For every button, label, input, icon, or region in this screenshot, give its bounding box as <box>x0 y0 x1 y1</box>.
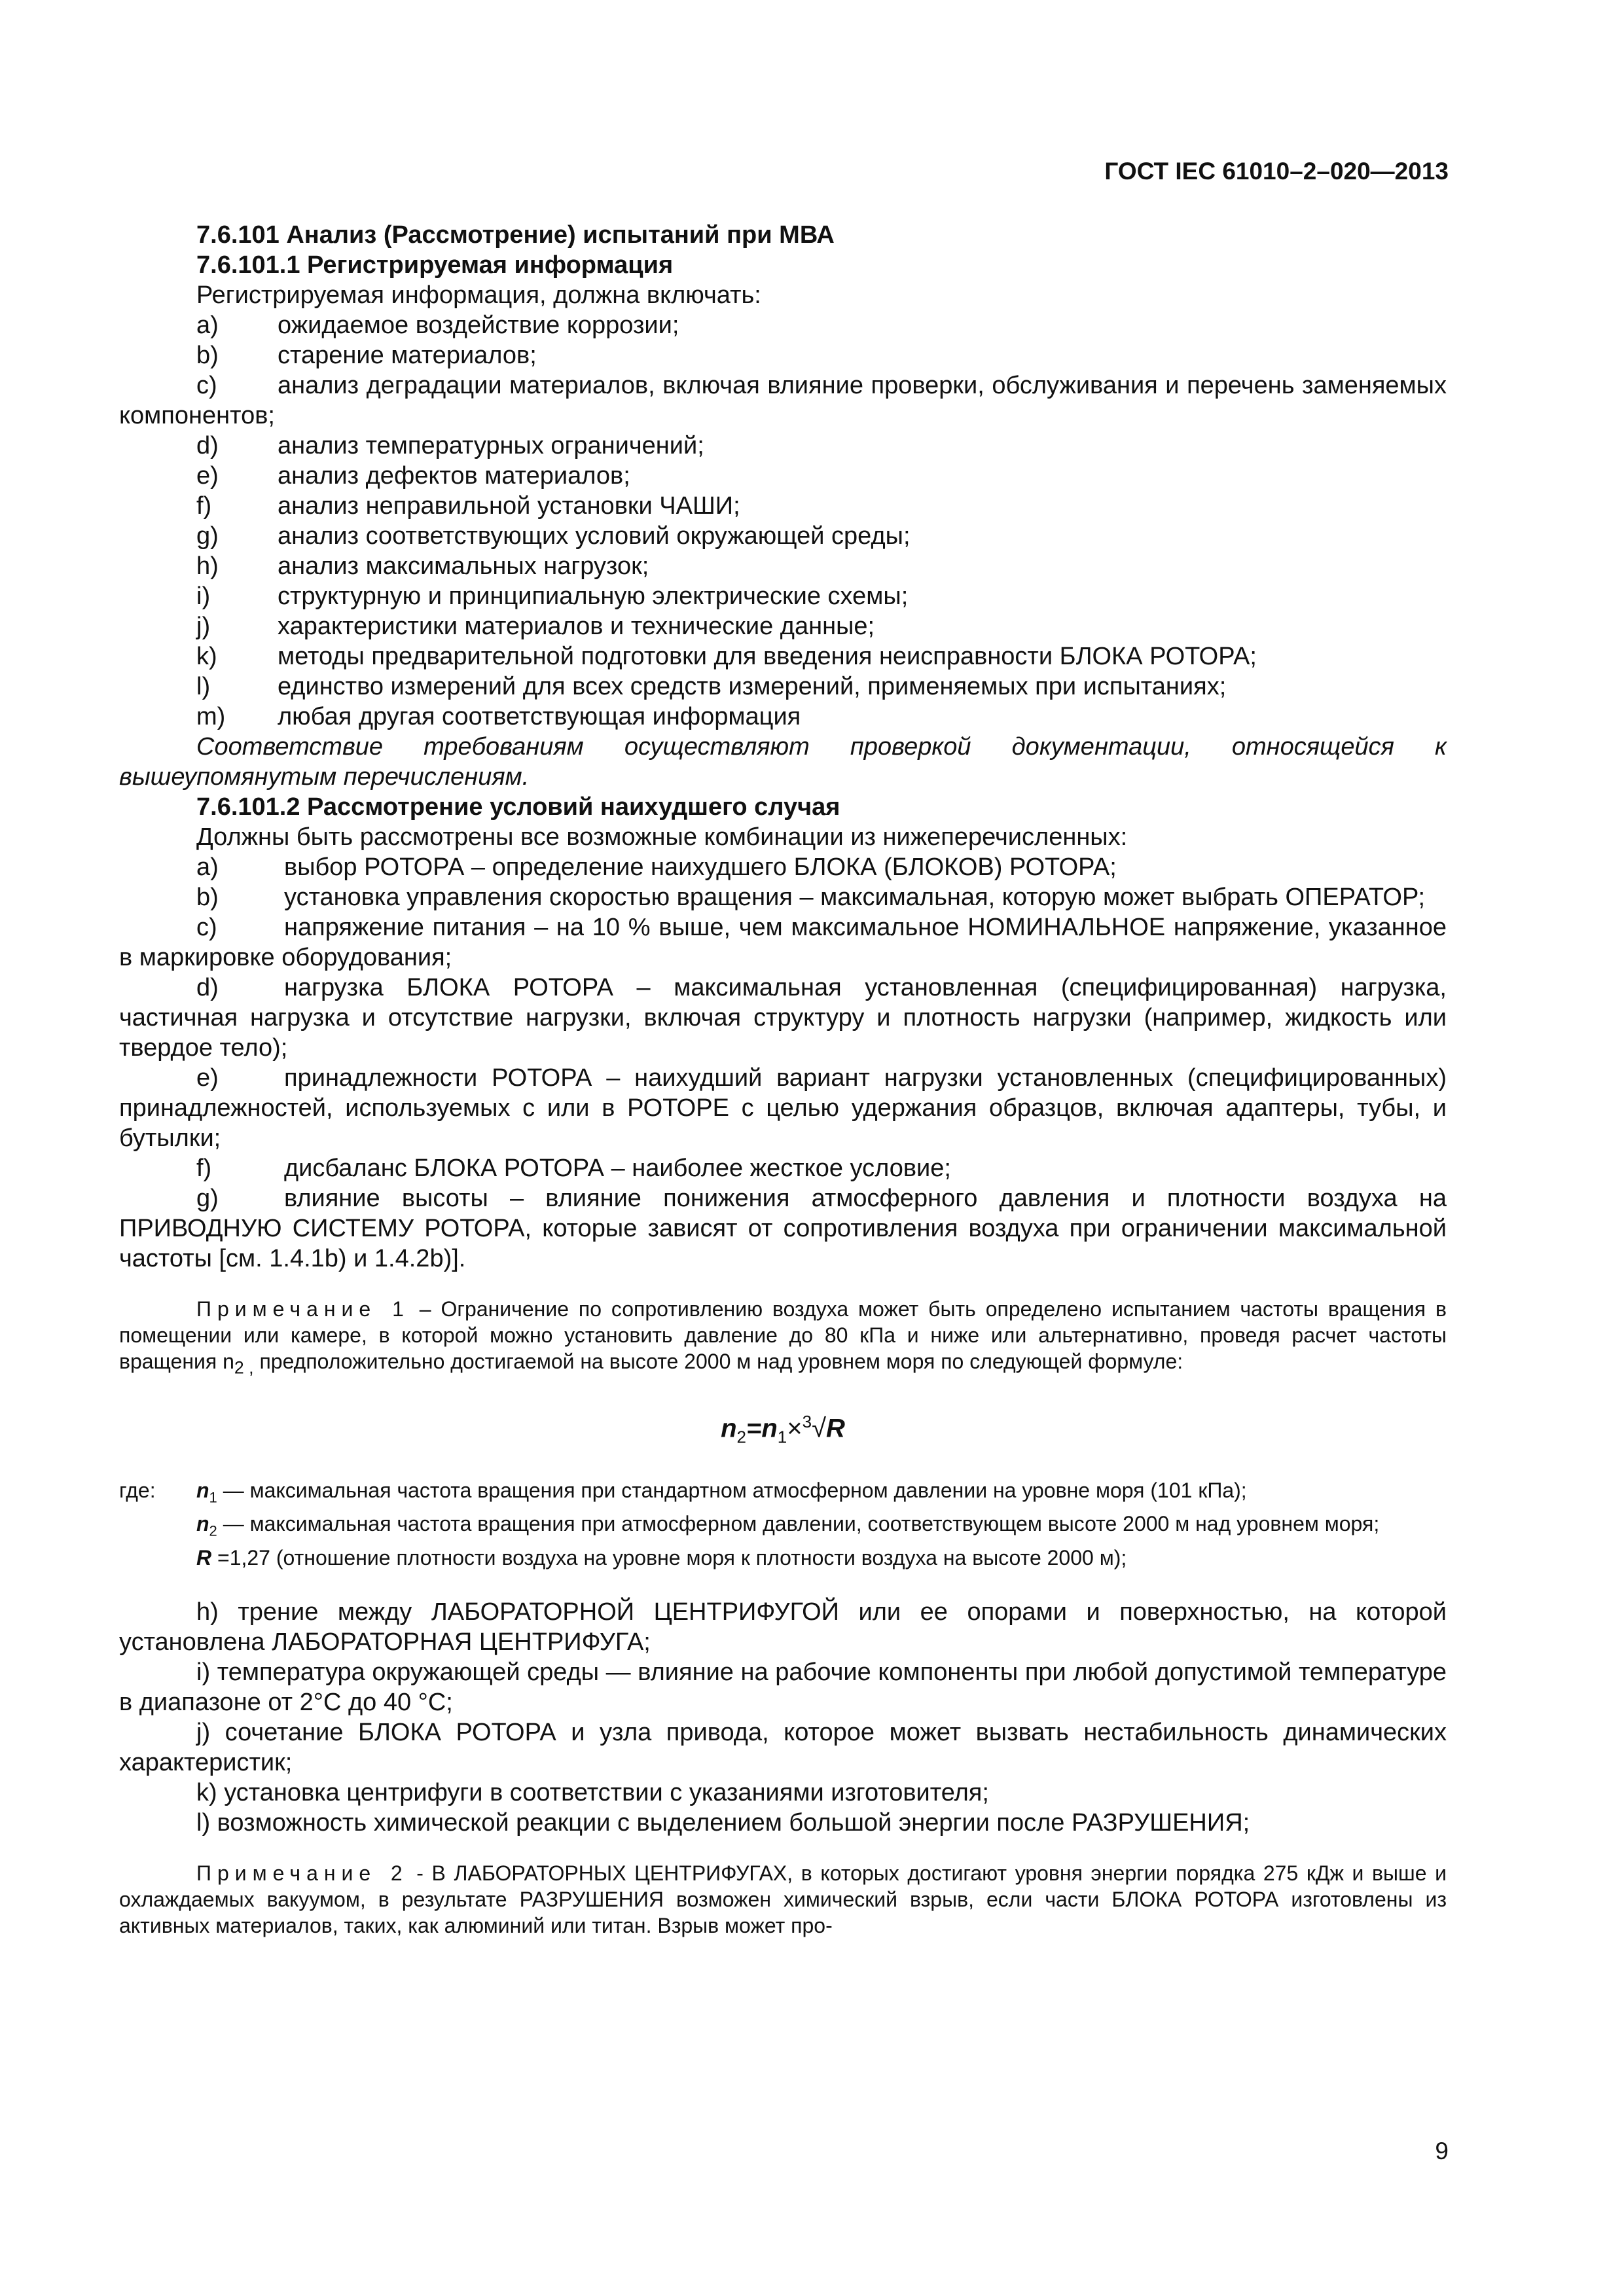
list-item-label: b) <box>196 884 219 911</box>
list-item-label: h) <box>196 1598 219 1626</box>
list-item <box>119 491 1447 521</box>
list-item <box>119 521 1447 551</box>
list-item-label: d) <box>196 432 219 459</box>
legend-symbol: R <box>196 1545 212 1570</box>
list-item-label: h) <box>196 552 219 580</box>
list-item-text: структурную и принципиальную электрические схемы; <box>278 583 909 610</box>
legend-label: где: <box>119 1478 156 1502</box>
legend-item <box>196 1511 1447 1544</box>
list-item-text: сочетание БЛОКА РОТОРА и узла привода, которое может вызвать нестабильность динамических характеристик; <box>119 1718 1447 1776</box>
list-item-label: i) <box>196 1658 211 1686</box>
formula <box>119 1405 1447 1453</box>
list-item-text: установка центрифуги в соответствии с указаниями изготовителя; <box>224 1778 989 1806</box>
list-item <box>119 340 1447 370</box>
legend-subscript: 2 <box>209 1522 217 1539</box>
list-item-label: g) <box>196 522 219 550</box>
list-item-label: e) <box>196 462 219 490</box>
list-item <box>119 702 1447 732</box>
formula-root-degree: 3 <box>802 1412 812 1432</box>
note-2-label: Примечание 2 <box>196 1861 408 1885</box>
list-item <box>119 1717 1447 1778</box>
formula-n2: n <box>721 1414 737 1443</box>
list-item <box>119 1778 1447 1808</box>
list-item <box>119 581 1447 611</box>
list-item <box>119 370 1447 431</box>
note-2-text: - В ЛАБОРАТОРНЫХ ЦЕНТРИФУГАХ, в которых достигают уровня энергии порядка 275 кДж и выше и охлаждаемых вакуумом, в результате РАЗРУШЕНИЯ возможен химический взрыв, если части БЛОКА РОТОРА изготовлены из активных материалов, таких, как алюминий или титан. Взрыв может про- <box>119 1861 1447 1937</box>
subsection-2-intro: Должны быть рассмотрены все возможные комбинации из нижеперечисленных: <box>196 823 1128 851</box>
legend-subscript: 1 <box>209 1489 217 1506</box>
list-item-label: k) <box>196 643 217 670</box>
list-item-text: возможность химической реакции с выделением большой энергии после РАЗРУШЕНИЯ; <box>217 1808 1250 1837</box>
list-item-label: i) <box>196 583 211 610</box>
list-item-text: методы предварительной подготовки для введения неисправности БЛОКА РОТОРА; <box>278 643 1257 670</box>
list-item-text: анализ деградации материалов, включая влияние проверки, обслуживания и перечень заменяемых компонентов; <box>119 372 1447 429</box>
list-item-text: установка управления скоростью вращения – максимальная, которую может выбрать ОПЕРАТОР; <box>284 884 1426 911</box>
legend-text: =1,27 (отношение плотности воздуха на уровне моря к плотности воздуха на высоте 2000 м); <box>211 1545 1127 1570</box>
list-item-label: l) <box>196 673 211 700</box>
list-item-label: j) <box>196 613 211 640</box>
note-1-text: – Ограничение по сопротивлению воздуха может быть определено испытанием частоты вращения в помещении или камере, в которой можно установить давление до 80 кПа и ниже или альтернативно, проведя расчет частоты вращения n <box>119 1297 1447 1373</box>
legend-item <box>196 1545 1447 1571</box>
list-item <box>119 672 1447 702</box>
list-item-label: a) <box>196 312 219 339</box>
formula-root: √ <box>812 1414 827 1443</box>
list-item-text: анализ соответствующих условий окружающей среды; <box>278 522 911 550</box>
list-item-label: j) <box>196 1718 211 1746</box>
list-item-text: анализ неправильной установки ЧАШИ; <box>278 492 740 520</box>
list-item-text: нагрузка БЛОКА РОТОРА – максимальная установленная (специфицированная) нагрузка, частичная нагрузка и отсутствие нагрузки, включая структуру и плотность нагрузки (например, жидкость или твердое тело); <box>119 974 1447 1062</box>
list-item-label: d) <box>196 974 219 1001</box>
list-item <box>119 1597 1447 1657</box>
legend-text: — максимальная частота вращения при атмосферном давлении, соответствующем высоте 2000 м над уровнем моря; <box>217 1512 1380 1536</box>
section-heading: 7.6.101 Анализ (Рассмотрение) испытаний при МВА <box>196 221 835 249</box>
legend-item <box>196 1477 1447 1511</box>
list-item-label: f) <box>196 492 212 520</box>
list-item <box>119 852 1447 882</box>
compliance-statement: Соответствие требованиям осуществляют проверкой документации, относящейся к вышеупомянутым перечислениям. <box>119 733 1447 791</box>
page-content <box>119 220 1447 1939</box>
formula-n1: n <box>761 1414 778 1443</box>
list-item <box>119 1808 1447 1838</box>
list-item-label: a) <box>196 853 219 881</box>
list-item-label: c) <box>196 372 217 399</box>
list-item <box>119 641 1447 672</box>
list-item-text: напряжение питания – на 10 % выше, чем максимальное НОМИНАЛЬНОЕ напряжение, указанное в маркировке оборудования; <box>119 914 1447 971</box>
list-item-text: температура окружающей среды — влияние на рабочие компоненты при любой допустимой температуре в диапазоне от 2°С до 40 °С; <box>119 1658 1447 1716</box>
formula-n1-subscript: 1 <box>777 1427 787 1447</box>
list-item <box>119 1063 1447 1153</box>
list-item-label: f) <box>196 1155 212 1182</box>
list-item-text: анализ максимальных нагрузок; <box>278 552 649 580</box>
page-number: 9 <box>1435 2138 1449 2164</box>
list-item <box>119 611 1447 641</box>
list-item <box>119 431 1447 461</box>
list-item-text: влияние высоты – влияние понижения атмосферного давления и плотности воздуха на ПРИВОДНУЮ СИСТЕМУ РОТОРА, которые зависят от сопротивления воздуха при ограничении максимальной частоты [см. 1.4.1b) и 1.4.2b)]. <box>119 1185 1447 1272</box>
list-item-text: ожидаемое воздействие коррозии; <box>278 312 679 339</box>
list-item-text: характеристики материалов и технические данные; <box>278 613 875 640</box>
list-item-text: выбор РОТОРА – определение наихудшего БЛОКА (БЛОКОВ) РОТОРА; <box>284 853 1117 881</box>
list-item-text: старение материалов; <box>278 342 537 369</box>
note-2 <box>119 1860 1447 1939</box>
list-item <box>119 882 1447 912</box>
note-1-label: Примечание 1 <box>196 1297 410 1321</box>
list-item-text: дисбаланс БЛОКА РОТОРА – наиболее жесткое условие; <box>284 1155 951 1182</box>
subsection-1-intro: Регистрируемая информация, должна включать: <box>196 281 761 309</box>
list-item-text: принадлежности РОТОРА – наихудший вариант нагрузки установленных (специфицированных) принадлежностей, используемых с или в РОТОРЕ с целью удержания образцов, включая адаптеры, тубы, и бутылки; <box>119 1064 1447 1152</box>
list-item-text: анализ температурных ограничений; <box>278 432 704 459</box>
formula-equals: = <box>746 1414 762 1443</box>
formula-legend <box>119 1477 1447 1571</box>
formula-n2-subscript: 2 <box>736 1427 746 1447</box>
legend-symbol: n <box>196 1478 209 1502</box>
note-1-subscript: 2 , <box>234 1357 254 1378</box>
list-item-label: g) <box>196 1185 219 1212</box>
list-item <box>119 973 1447 1063</box>
list-item <box>119 461 1447 491</box>
subsection-heading-2: 7.6.101.2 Рассмотрение условий наихудшего случая <box>196 793 840 821</box>
list-item-label: m) <box>196 703 226 730</box>
list-item-label: c) <box>196 914 217 941</box>
list-item <box>119 310 1447 340</box>
list-item-text: единство измерений для всех средств измерений, применяемых при испытаниях; <box>278 673 1227 700</box>
legend-symbol: n <box>196 1512 209 1536</box>
subsection-heading-1: 7.6.101.1 Регистрируемая информация <box>196 251 674 279</box>
list-item <box>119 1153 1447 1183</box>
formula-times: × <box>787 1414 803 1443</box>
list-item-label: e) <box>196 1064 219 1092</box>
legend-text: — максимальная частота вращения при стандартном атмосферном давлении на уровне моря (101 кПа); <box>217 1478 1247 1502</box>
note-1-text-after: предположительно достигаемой на высоте 2000 м над уровнем моря по следующей формуле: <box>253 1350 1183 1373</box>
list-item <box>119 912 1447 973</box>
list-item-text: трение между ЛАБОРАТОРНОЙ ЦЕНТРИФУГОЙ или ее опорами и поверхностью, на которой установлена ЛАБОРАТОРНАЯ ЦЕНТРИФУГА; <box>119 1598 1447 1656</box>
list-item <box>119 1657 1447 1717</box>
list-item-label: b) <box>196 342 219 369</box>
list-item <box>119 1183 1447 1274</box>
list-item-text: анализ дефектов материалов; <box>278 462 630 490</box>
standard-designation: ГОСТ IEC 61010–2–020—2013 <box>1104 158 1449 185</box>
list-item-label: k) <box>196 1778 217 1806</box>
formula-r: R <box>826 1414 845 1443</box>
note-1 <box>119 1296 1447 1380</box>
list-item-text: любая другая соответствующая информация <box>278 703 801 730</box>
list-item <box>119 551 1447 581</box>
list-item-label: l) <box>196 1808 211 1837</box>
